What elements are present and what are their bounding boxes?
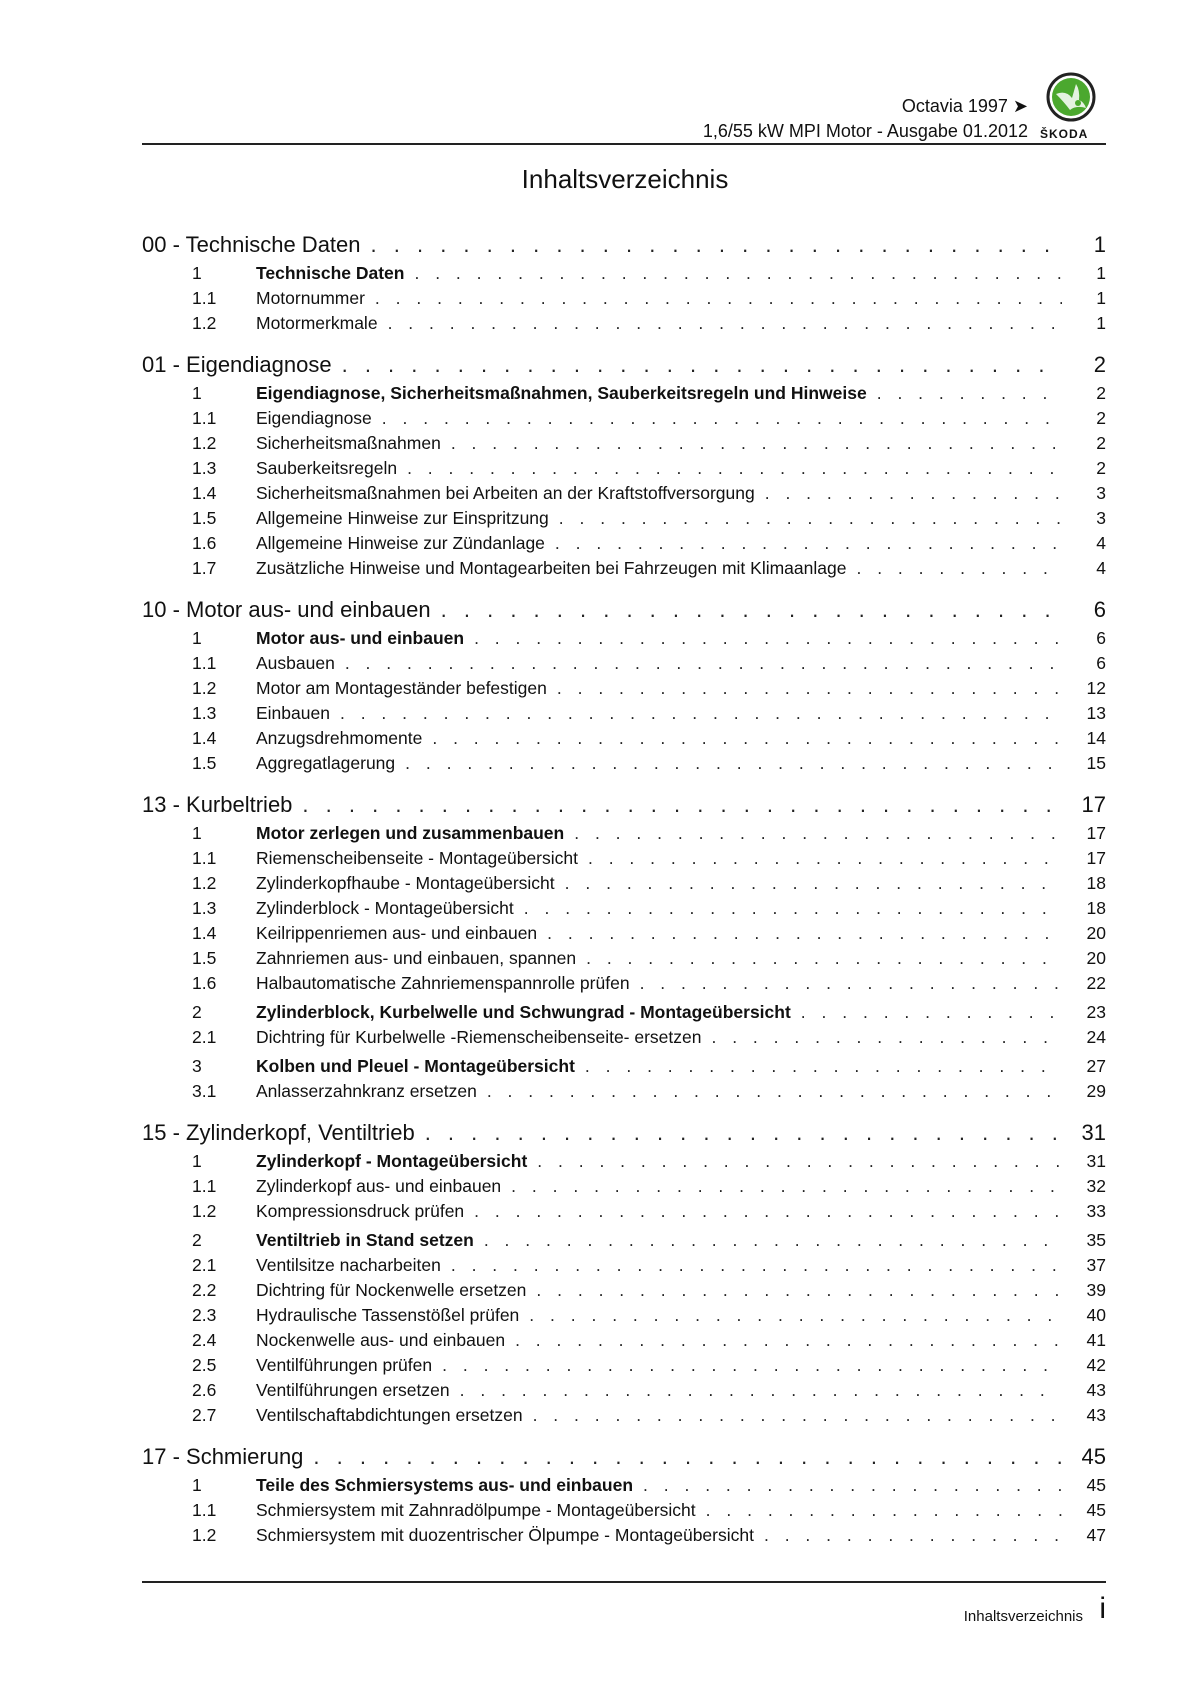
entry-page: 17	[1086, 823, 1106, 843]
toc-entry[interactable]	[142, 408, 1106, 433]
toc-chapter[interactable]	[142, 1444, 1106, 1475]
entry-page: 1	[1096, 288, 1106, 308]
entry-number: 1.2	[192, 313, 217, 333]
toc-entry[interactable]	[142, 533, 1106, 558]
toc-entry[interactable]	[142, 973, 1106, 998]
entry-page: 2	[1096, 383, 1106, 403]
toc-entry[interactable]	[142, 263, 1106, 288]
toc-entry[interactable]	[142, 1305, 1106, 1330]
dot-leader	[555, 533, 1062, 554]
entry-page: 39	[1086, 1280, 1106, 1300]
entry-page: 2	[1096, 458, 1106, 478]
toc-entry[interactable]	[142, 1330, 1106, 1355]
entry-title: Motor am Montageständer befestigen	[256, 678, 547, 698]
entry-title: Schmiersystem mit duozentrischer Ölpumpe - Montageübersicht	[256, 1525, 754, 1545]
entry-title: Eigendiagnose	[256, 408, 372, 428]
footer-page-number: i	[1099, 1592, 1106, 1625]
dot-leader	[340, 703, 1062, 724]
dot-leader	[529, 1305, 1062, 1326]
dot-leader	[765, 483, 1062, 504]
entry-page: 14	[1086, 728, 1106, 748]
entry-number: 1	[192, 628, 202, 648]
entry-page: 17	[1081, 792, 1106, 817]
toc-entry[interactable]	[142, 508, 1106, 533]
entry-page: 1	[1096, 263, 1106, 283]
footer-rule	[142, 1581, 1106, 1583]
entry-page: 15	[1086, 753, 1106, 773]
entry-title: Zylinderblock - Montageübersicht	[256, 898, 514, 918]
toc-chapter[interactable]	[142, 232, 1106, 263]
toc-entry[interactable]	[142, 458, 1106, 483]
toc-entry[interactable]	[142, 873, 1106, 898]
toc-chapter[interactable]	[142, 792, 1106, 823]
entry-title: Sicherheitsmaßnahmen	[256, 433, 441, 453]
entry-title: Zylinderblock, Kurbelwelle und Schwungrad - Montageübersicht	[256, 1002, 791, 1022]
header-subtitle: 1,6/55 kW MPI Motor - Ausgabe 01.2012	[702, 121, 1028, 141]
toc-entry[interactable]	[142, 1056, 1106, 1081]
toc-entry[interactable]	[142, 1475, 1106, 1500]
footer-label: Inhaltsverzeichnis	[963, 1608, 1083, 1625]
entry-number: 2	[192, 1002, 202, 1022]
dot-leader	[375, 288, 1062, 309]
entry-number: 1.2	[192, 1201, 217, 1221]
entry-page: 45	[1081, 1444, 1106, 1469]
entry-title: Technische Daten	[256, 263, 405, 283]
entry-title: Schmiersystem mit Zahnradölpumpe - Montageübersicht	[256, 1500, 696, 1520]
entry-number: 1.5	[192, 508, 217, 528]
entry-page: 24	[1086, 1027, 1106, 1047]
entry-title: Dichtring für Nockenwelle ersetzen	[256, 1280, 527, 1300]
entry-number: 2.1	[192, 1027, 217, 1047]
entry-page: 6	[1096, 628, 1106, 648]
entry-number: 1	[192, 1151, 202, 1171]
entry-title: Dichtring für Kurbelwelle -Riemenscheibenseite- ersetzen	[256, 1027, 702, 1047]
dot-leader	[764, 1525, 1062, 1546]
entry-number: 1.1	[192, 1176, 217, 1196]
entry-page: 17	[1086, 848, 1106, 868]
entry-number: 1.2	[192, 678, 217, 698]
entry-number: 2.2	[192, 1280, 217, 1300]
toc-entry[interactable]	[142, 848, 1106, 873]
dot-leader	[711, 1027, 1062, 1048]
entry-page: 2	[1093, 352, 1106, 377]
entry-number: 1.4	[192, 923, 217, 943]
entry-number: 1.1	[192, 653, 217, 673]
dot-leader	[588, 848, 1062, 869]
entry-number: 1.3	[192, 458, 217, 478]
toc-entry[interactable]	[142, 678, 1106, 703]
dot-leader	[706, 1500, 1062, 1521]
entry-number: 1	[192, 263, 202, 283]
toc-entry[interactable]	[142, 753, 1106, 778]
entry-number: 2	[192, 1230, 202, 1250]
entry-title: Zahnriemen aus- und einbauen, spannen	[256, 948, 577, 968]
entry-page: 2	[1096, 433, 1106, 453]
dot-leader	[474, 628, 1062, 649]
entry-page: 13	[1086, 703, 1106, 723]
entry-title: Zusätzliche Hinweise und Montagearbeiten bei Fahrzeugen mit Klimaanlage	[256, 558, 847, 578]
entry-number: 1.1	[192, 288, 217, 308]
entry-number: 2.3	[192, 1305, 217, 1325]
dot-leader	[856, 558, 1062, 579]
entry-number: 1.6	[192, 533, 217, 553]
toc-entry[interactable]	[142, 313, 1106, 338]
entry-title: Nockenwelle aus- und einbauen	[256, 1330, 506, 1350]
toc-entry[interactable]	[142, 823, 1106, 848]
dot-leader	[574, 823, 1062, 844]
entry-number: 3	[192, 1056, 202, 1076]
dot-leader	[585, 1056, 1062, 1077]
entry-page: 3	[1096, 508, 1106, 528]
dot-leader	[441, 597, 1062, 623]
toc-entry[interactable]	[142, 923, 1106, 948]
entry-page: 31	[1081, 1120, 1106, 1145]
entry-page: 43	[1086, 1405, 1106, 1425]
toc-entry[interactable]	[142, 1380, 1106, 1405]
entry-title: Ventiltrieb in Stand setzen	[256, 1230, 474, 1250]
entry-number: 2.1	[192, 1255, 217, 1275]
dot-leader	[515, 1330, 1062, 1351]
entry-title: Keilrippenriemen aus- und einbauen	[256, 923, 538, 943]
toc-entry[interactable]	[142, 1280, 1106, 1305]
entry-page: 18	[1086, 898, 1106, 918]
entry-page: 2	[1096, 408, 1106, 428]
dot-leader	[382, 408, 1062, 429]
toc-entry[interactable]	[142, 1002, 1106, 1027]
dot-leader	[547, 923, 1062, 944]
entry-number: 1.1	[192, 1500, 217, 1520]
entry-page: 41	[1086, 1330, 1106, 1350]
entry-title: Sicherheitsmaßnahmen bei Arbeiten an der Kraftstoffversorgung	[256, 483, 755, 503]
skoda-logo-icon	[1046, 72, 1096, 122]
entry-number: 1.7	[192, 558, 217, 578]
entry-page: 37	[1086, 1255, 1106, 1275]
entry-number: 1.4	[192, 483, 217, 503]
dot-leader	[425, 1120, 1062, 1146]
dot-leader	[643, 1475, 1062, 1496]
entry-number: 1.5	[192, 948, 217, 968]
entry-number: 1.6	[192, 973, 217, 993]
entry-title: Ventilführungen prüfen	[256, 1355, 433, 1375]
toc-chapter[interactable]	[142, 352, 1106, 383]
dot-leader	[451, 433, 1062, 454]
entry-title: 15 - Zylinderkopf, Ventiltrieb	[142, 1120, 415, 1145]
entry-title: Allgemeine Hinweise zur Einspritzung	[256, 508, 549, 528]
dot-leader	[537, 1151, 1062, 1172]
toc-entry[interactable]	[142, 1151, 1106, 1176]
header-rule	[142, 143, 1106, 145]
entry-title: Kompressionsdruck prüfen	[256, 1201, 465, 1221]
toc-entry[interactable]	[142, 558, 1106, 583]
dot-leader	[302, 792, 1062, 818]
dot-leader	[557, 678, 1062, 699]
entry-title: Ventilsitze nacharbeiten	[256, 1255, 441, 1275]
toc-chapter[interactable]	[142, 597, 1106, 628]
entry-page: 27	[1086, 1056, 1106, 1076]
dot-leader	[388, 313, 1062, 334]
entry-title: Motornummer	[256, 288, 365, 308]
entry-title: Kolben und Pleuel - Montageübersicht	[256, 1056, 575, 1076]
entry-number: 1.1	[192, 848, 217, 868]
entry-number: 1.2	[192, 873, 217, 893]
entry-number: 2.5	[192, 1355, 217, 1375]
dot-leader	[877, 383, 1062, 404]
entry-number: 1.4	[192, 728, 217, 748]
toc-entry[interactable]	[142, 288, 1106, 313]
toc-chapter[interactable]	[142, 1120, 1106, 1151]
entry-title: Motor aus- und einbauen	[256, 628, 465, 648]
entry-title: Zylinderkopf - Montageübersicht	[256, 1151, 528, 1171]
dot-leader	[511, 1176, 1062, 1197]
entry-title: 10 - Motor aus- und einbauen	[142, 597, 431, 622]
entry-title: Allgemeine Hinweise zur Zündanlage	[256, 533, 545, 553]
entry-title: Ausbauen	[256, 653, 335, 673]
dot-leader	[345, 653, 1062, 674]
entry-title: Ventilführungen ersetzen	[256, 1380, 450, 1400]
entry-page: 18	[1086, 873, 1106, 893]
entry-page: 12	[1086, 678, 1106, 698]
header-model: Octavia 1997 ➤	[901, 96, 1028, 116]
entry-number: 1.2	[192, 433, 217, 453]
entry-page: 20	[1086, 948, 1106, 968]
dot-leader	[801, 1002, 1062, 1023]
toc-entry[interactable]	[142, 628, 1106, 653]
toc-entry[interactable]	[142, 1500, 1106, 1525]
dot-leader	[432, 728, 1062, 749]
entry-title: Motormerkmale	[256, 313, 378, 333]
toc-entry[interactable]	[142, 483, 1106, 508]
entry-number: 2.7	[192, 1405, 217, 1425]
entry-number: 1.3	[192, 898, 217, 918]
dot-leader	[342, 352, 1062, 378]
entry-page: 29	[1086, 1081, 1106, 1101]
entry-title: 01 - Eigendiagnose	[142, 352, 332, 377]
entry-page: 6	[1093, 597, 1106, 622]
entry-page: 33	[1086, 1201, 1106, 1221]
entry-title: Anzugsdrehmomente	[256, 728, 423, 748]
entry-title: 17 - Schmierung	[142, 1444, 304, 1469]
entry-page: 45	[1086, 1500, 1106, 1520]
entry-number: 1	[192, 383, 202, 403]
toc-entry[interactable]	[142, 653, 1106, 678]
entry-number: 2.6	[192, 1380, 217, 1400]
dot-leader	[442, 1355, 1062, 1376]
entry-page: 4	[1096, 533, 1106, 553]
entry-title: Ventilschaftabdichtungen ersetzen	[256, 1405, 523, 1425]
dot-leader	[640, 973, 1062, 994]
dot-leader	[371, 232, 1062, 258]
entry-number: 3.1	[192, 1081, 217, 1101]
entry-title: Riemenscheibenseite - Montageübersicht	[256, 848, 578, 868]
entry-page: 22	[1086, 973, 1106, 993]
entry-title: Teile des Schmiersystems aus- und einbauen	[256, 1475, 634, 1495]
entry-page: 45	[1086, 1475, 1106, 1495]
toc-entry[interactable]	[142, 1255, 1106, 1280]
entry-title: Motor zerlegen und zusammenbauen	[256, 823, 565, 843]
dot-leader	[460, 1380, 1062, 1401]
dot-leader	[484, 1230, 1062, 1251]
dot-leader	[524, 898, 1062, 919]
entry-page: 4	[1096, 558, 1106, 578]
entry-page: 42	[1086, 1355, 1106, 1375]
entry-page: 1	[1093, 232, 1106, 257]
entry-page: 43	[1086, 1380, 1106, 1400]
entry-title: Sauberkeitsregeln	[256, 458, 398, 478]
entry-page: 23	[1086, 1002, 1106, 1022]
toc-entry[interactable]	[142, 1525, 1106, 1550]
toc-entry[interactable]	[142, 1176, 1106, 1201]
entry-title: Zylinderkopf aus- und einbauen	[256, 1176, 502, 1196]
toc-entry[interactable]	[142, 433, 1106, 458]
dot-leader	[405, 753, 1062, 774]
dot-leader	[565, 873, 1062, 894]
toc-entry[interactable]	[142, 703, 1106, 728]
entry-title: Hydraulische Tassenstößel prüfen	[256, 1305, 520, 1325]
entry-page: 31	[1086, 1151, 1106, 1171]
dot-leader	[533, 1405, 1062, 1426]
toc-entry[interactable]	[142, 728, 1106, 753]
entry-page: 32	[1086, 1176, 1106, 1196]
dot-leader	[407, 458, 1062, 479]
entry-title: Zylinderkopfhaube - Montageübersicht	[256, 873, 555, 893]
brand-name: ŠKODA	[1040, 127, 1089, 141]
entry-page: 47	[1086, 1525, 1106, 1545]
toc-entry[interactable]	[142, 1355, 1106, 1380]
dot-leader	[414, 263, 1062, 284]
dot-leader	[487, 1081, 1062, 1102]
entry-page: 3	[1096, 483, 1106, 503]
entry-number: 1.2	[192, 1525, 217, 1545]
entry-title: Eigendiagnose, Sicherheitsmaßnahmen, Sauberkeitsregeln und Hinweise	[256, 383, 867, 403]
toc-entry[interactable]	[142, 383, 1106, 408]
toc-entry[interactable]	[142, 1201, 1106, 1226]
entry-title: Anlasserzahnkranz ersetzen	[256, 1081, 477, 1101]
entry-number: 1.5	[192, 753, 217, 773]
dot-leader	[559, 508, 1062, 529]
entry-title: Halbautomatische Zahnriemenspannrolle prüfen	[256, 973, 630, 993]
entry-number: 1	[192, 1475, 202, 1495]
entry-title: Aggregatlagerung	[256, 753, 396, 773]
toc-entry[interactable]	[142, 1027, 1106, 1052]
toc-entry[interactable]	[142, 1405, 1106, 1430]
entry-page: 6	[1096, 653, 1106, 673]
entry-number: 1.3	[192, 703, 217, 723]
entry-number: 1.1	[192, 408, 217, 428]
toc-entry[interactable]	[142, 1230, 1106, 1255]
toc-entry[interactable]	[142, 948, 1106, 973]
dot-leader	[451, 1255, 1062, 1276]
page-title: Inhaltsverzeichnis	[521, 164, 729, 194]
table-of-contents	[142, 232, 1106, 1550]
dot-leader	[313, 1444, 1062, 1470]
entry-title: 13 - Kurbeltrieb	[142, 792, 293, 817]
entry-title: 00 - Technische Daten	[142, 232, 361, 257]
dot-leader	[586, 948, 1062, 969]
dot-leader	[536, 1280, 1062, 1301]
entry-page: 35	[1086, 1230, 1106, 1250]
entry-number: 2.4	[192, 1330, 217, 1350]
entry-title: Einbauen	[256, 703, 330, 723]
dot-leader	[474, 1201, 1062, 1222]
entry-number: 1	[192, 823, 202, 843]
entry-page: 20	[1086, 923, 1106, 943]
toc-entry[interactable]	[142, 1081, 1106, 1106]
toc-entry[interactable]	[142, 898, 1106, 923]
entry-page: 1	[1096, 313, 1106, 333]
entry-page: 40	[1086, 1305, 1106, 1325]
